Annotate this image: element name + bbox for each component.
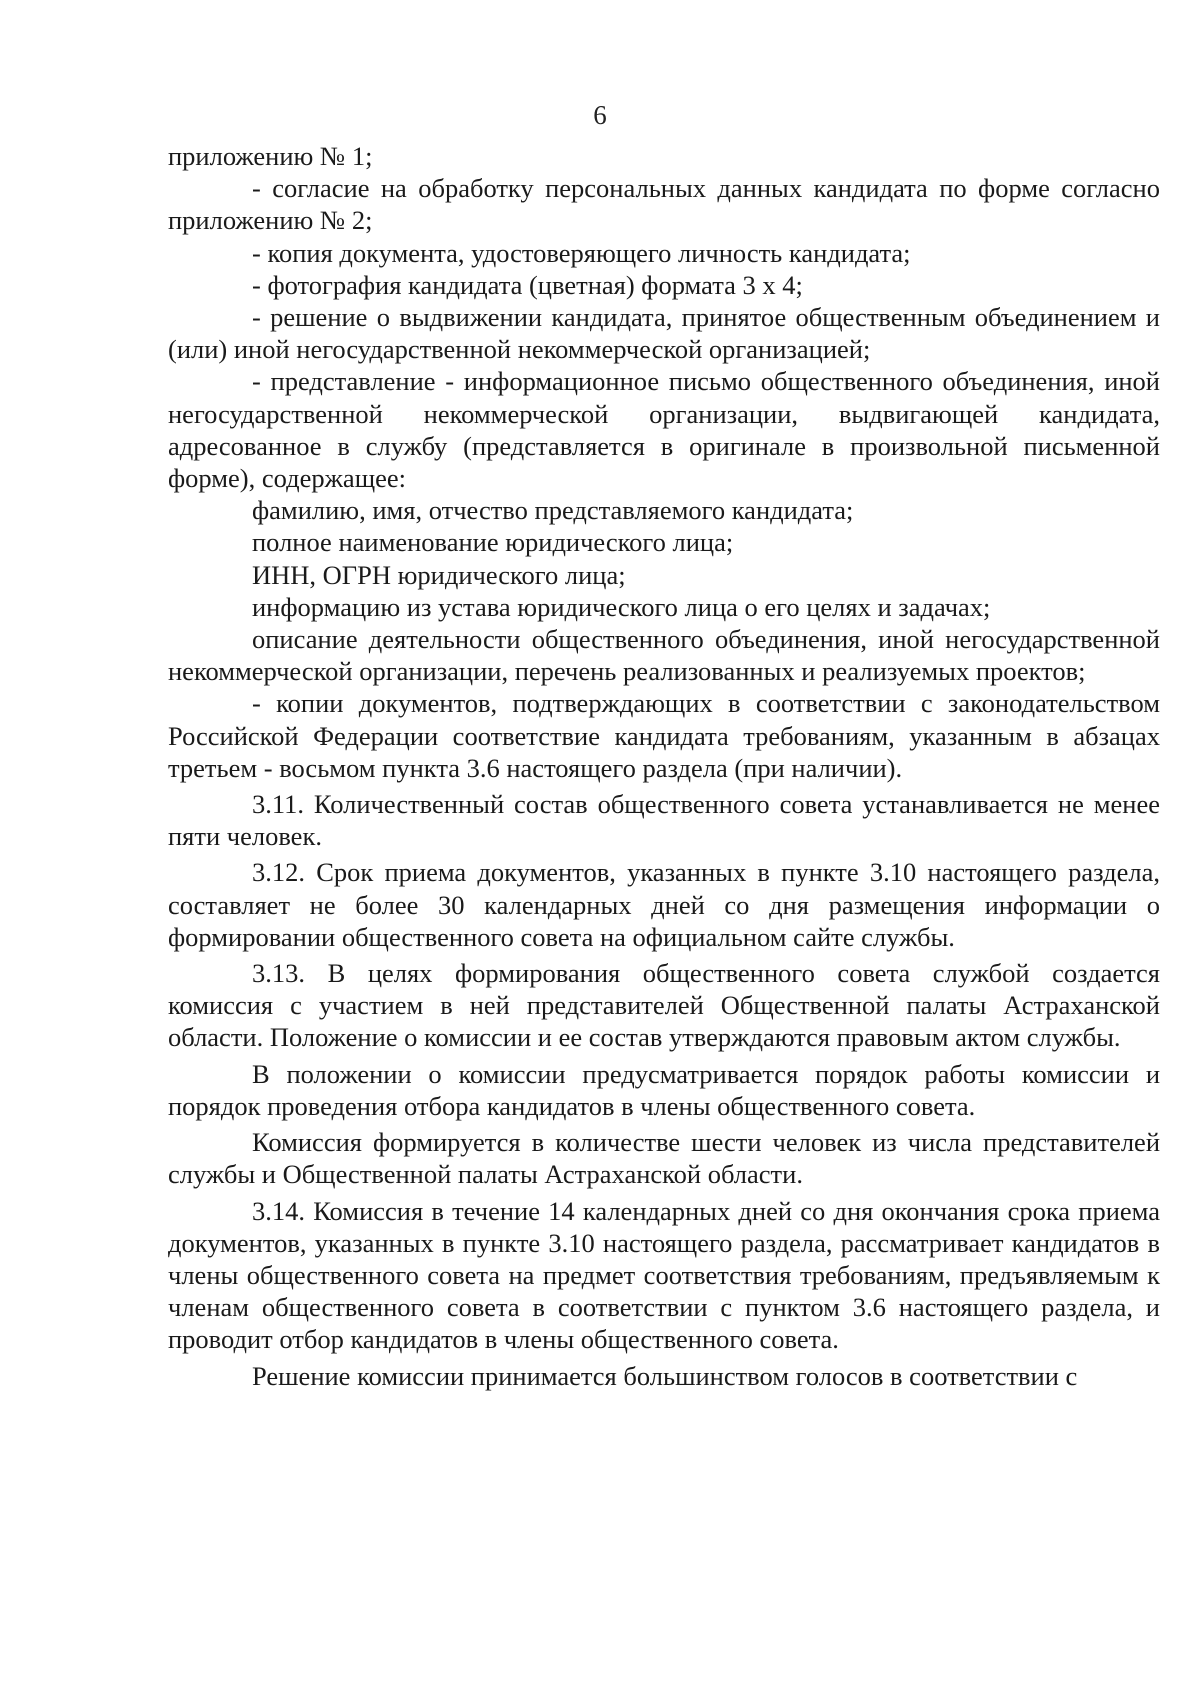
sub-item-legal-name: полное наименование юридического лица; <box>252 527 734 558</box>
list-item-id-copy: - копия документа, удостоверяющего личность кандидата; <box>252 237 911 268</box>
list-item-document-copies: - копии документов, подтверждающих в соответствии с законодательством Российской Федерации соответствие кандидата требованиям, указанным в абзацах третьем - восьмом пункта 3.6 настоящего раздела (при наличии). <box>168 688 1160 783</box>
paragraph-commission-composition: Комиссия формируется в количестве шести человек из числа представителей службы и Общественной палаты Астраханской области. <box>168 1127 1160 1190</box>
paragraph-commission-decision: Решение комиссии принимается большинством голосов в соответствии с <box>252 1360 1078 1391</box>
sub-item-full-name: фамилию, имя, отчество представляемого кандидата; <box>252 495 854 526</box>
list-item-photo: - фотография кандидата (цветная) формата 3 х 4; <box>252 269 803 300</box>
clause-3-12: 3.12. Срок приема документов, указанных в пункте 3.10 настоящего раздела, составляет не более 30 календарных дней со дня размещения информации о формировании общественного совета на официальном сайте службы. <box>168 857 1160 952</box>
sub-item-activity-description: описание деятельности общественного объединения, иной негосударственной некоммерческой организации, перечень реализованных и реализуемых проектов; <box>168 624 1160 687</box>
sub-item-inn-ogrn: ИНН, ОГРН юридического лица; <box>252 559 626 590</box>
document-body <box>168 140 1160 1392</box>
list-item-representation-letter: - представление - информационное письмо общественного объединения, иной негосударственной некоммерческой организации, выдвигающей кандидата, адресованное в службу (представляется в оригинале в произвольной письменной форме), содержащее: <box>168 366 1160 494</box>
clause-3-13: 3.13. В целях формирования общественного совета службой создается комиссия с участием в ней представителей Общественной палаты Астраханской области. Положение о комиссии и ее состав утверждаются правовым актом службы. <box>168 958 1160 1053</box>
paragraph-commission-regulation: В положении о комиссии предусматривается порядок работы комиссии и порядок проведения отбора кандидатов в члены общественного совета. <box>168 1058 1160 1121</box>
sub-item-charter-info: информацию из устава юридического лица о его целях и задачах; <box>252 591 991 622</box>
paragraph: приложению № 1; <box>168 141 373 171</box>
page-number: 6 <box>593 100 607 130</box>
clause-3-11: 3.11. Количественный состав общественного совета устанавливается не менее пяти человек. <box>168 789 1160 852</box>
list-item-consent: - согласие на обработку персональных данных кандидата по форме согласно приложению № 2; <box>168 173 1160 236</box>
list-item-nomination-decision: - решение о выдвижении кандидата, принятое общественным объединением и (или) иной негосударственной некоммерческой организацией; <box>168 302 1160 365</box>
clause-3-14: 3.14. Комиссия в течение 14 календарных дней со дня окончания срока приема документов, указанных в пункте 3.10 настоящего раздела, рассматривает кандидатов в члены общественного совета на предмет соответствия требованиям, предъявляемым к членам общественного совета в соответствии с пунктом 3.6 настоящего раздела, и проводит отбор кандидатов в члены общественного совета. <box>168 1195 1160 1355</box>
